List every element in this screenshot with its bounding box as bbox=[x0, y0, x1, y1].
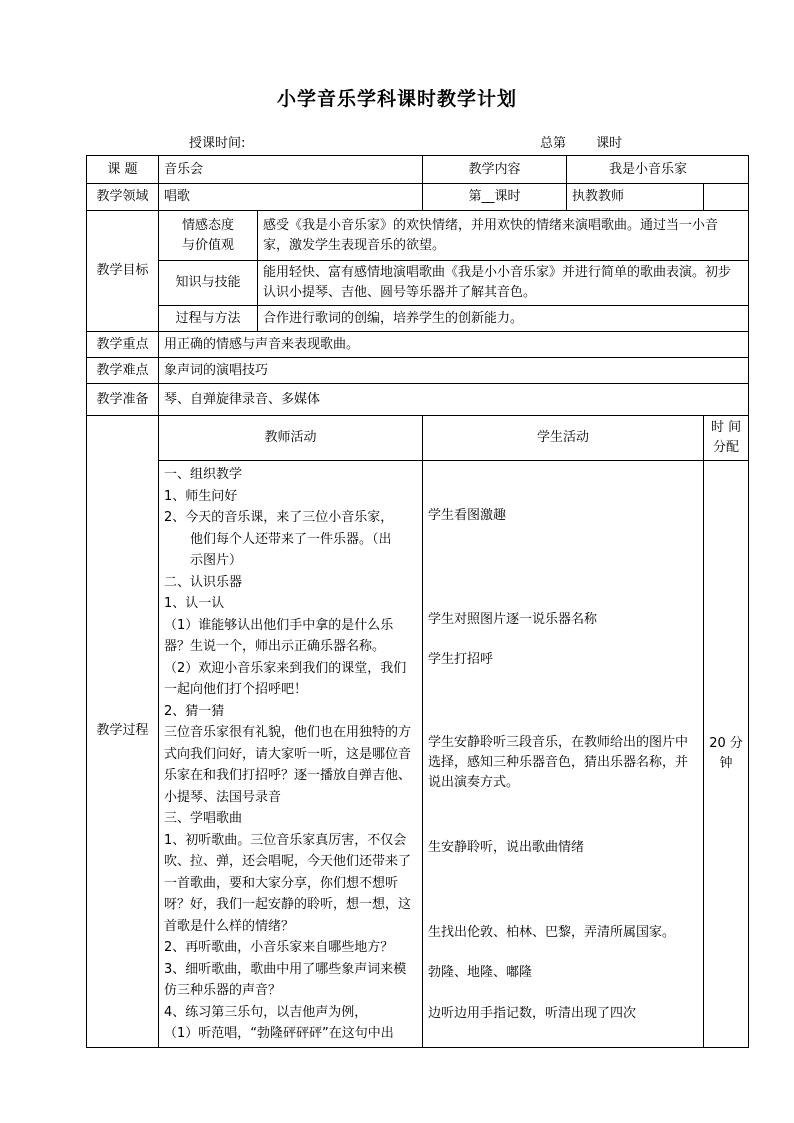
domain-row bbox=[87, 184, 749, 211]
student-activity-header: 学生活动 bbox=[423, 416, 704, 461]
goal-3-label: 过程与方法 bbox=[159, 306, 258, 332]
student-activity-item: 学生对照图片逐一说乐器名称 bbox=[428, 612, 598, 627]
teacher-activity-content: 一、组织教学 1、师生问好 2、今天的音乐课，来了三位小音乐家， 他们每个人还带来了一件乐器。（出 示图片） 二、认识乐器 1、认一认 （1）谁能够认出他们手中拿的是什么乐器？生说一个，师出示正确乐器名称。 （2）欢迎小音乐家来到我们的课堂，我们一起向他们打个招呼吧！ 2、猜一猜 三位音乐家很有礼貌，他们也在用独特的方式向我们问好，请大家听一听，这是哪位音乐家在和我们打招呼？逐一播放自弹吉他、小提琴、法国号录音 三、学唱歌曲 1、初听歌曲。三位音乐家真厉害，不仅会吹、拉、弹，还会唱呢，今天他们还带来了一首歌曲，要和大家分享，你们想不想听呀？好，我们一起安静的聆听，想一想，这首歌是什么样的情绪？ 2、再听歌曲，小音乐家来自哪些地方？ 3、细听歌曲，歌曲中用了哪些象声词来模仿三种乐器的声音？ 4、练习第三乐句，以吉他声为例， （1）听范唱，“勃隆砰砰砰”在这句中出 bbox=[159, 461, 423, 1048]
topic-value: 音乐会 bbox=[159, 156, 423, 184]
time-allocation-value: 20 分 钟 bbox=[704, 461, 749, 1048]
content-value: 我是小音乐家 bbox=[567, 156, 749, 184]
student-activity-list bbox=[428, 464, 698, 1020]
total-lesson-label: 总第 课时 bbox=[540, 136, 623, 151]
goal-row-2 bbox=[87, 261, 749, 306]
preparation-label: 教学准备 bbox=[87, 384, 159, 416]
goal-2-text: 能用轻快、富有感情地演唱歌曲《我是小小音乐家》并进行简单的歌曲表演。初步认识小提琴、吉他、圆号等乐器并了解其音色。 bbox=[258, 261, 749, 306]
goal-row-1 bbox=[87, 211, 749, 261]
difficulty-value: 象声词的演唱技巧 bbox=[159, 358, 749, 384]
key-point-row bbox=[87, 332, 749, 358]
page-title: 小学音乐学科课时教学计划 bbox=[276, 88, 517, 110]
preparation-row bbox=[87, 384, 749, 416]
preparation-value: 琴、自弹旋律录音、多媒体 bbox=[159, 384, 749, 416]
process-header-row bbox=[87, 416, 749, 461]
key-point-value: 用正确的情感与声音来表现歌曲。 bbox=[159, 332, 749, 358]
student-activity-item: 勃隆、地隆、嘟隆 bbox=[428, 965, 533, 980]
goal-3-text: 合作进行歌词的创编，培养学生的创新能力。 bbox=[258, 306, 749, 332]
lesson-date-label: 授课时间: bbox=[189, 136, 246, 151]
student-activity-item: 学生打招呼 bbox=[428, 652, 494, 667]
domain-label: 教学领域 bbox=[87, 184, 159, 211]
goal-1-text: 感受《我是小音乐家》的欢快情绪，并用欢快的情绪来演唱歌曲。通过当一小音家，激发学生表现音乐的欲望。 bbox=[258, 211, 749, 261]
goal-2-label: 知识与技能 bbox=[159, 261, 258, 306]
teacher-activity-header: 教师活动 bbox=[159, 416, 423, 461]
difficulty-row bbox=[87, 358, 749, 384]
goal-1-label: 情感态度 与价值观 bbox=[159, 211, 258, 261]
student-activity-item: 学生看图激趣 bbox=[428, 508, 507, 523]
goal-label: 教学目标 bbox=[87, 211, 159, 332]
process-label: 教学过程 bbox=[87, 416, 159, 1048]
domain-value: 唱歌 bbox=[159, 184, 423, 211]
lesson-number-label: 第__课时 bbox=[423, 184, 567, 211]
content-label: 教学内容 bbox=[423, 156, 567, 184]
student-activity-content bbox=[423, 461, 704, 1048]
key-point-label: 教学重点 bbox=[87, 332, 159, 358]
lesson-plan-table bbox=[86, 155, 749, 1048]
goal-row-3 bbox=[87, 306, 749, 332]
difficulty-label: 教学难点 bbox=[87, 358, 159, 384]
process-body-row bbox=[87, 461, 749, 1048]
time-allocation-header: 时 间 分配 bbox=[704, 416, 749, 461]
teacher-name-label: 执教教师 bbox=[567, 184, 704, 211]
student-activity-item: 生安静聆听，说出歌曲情绪 bbox=[428, 840, 585, 855]
student-activity-item: 边听边用手指记数，听清出现了四次 bbox=[428, 1006, 637, 1021]
topic-label: 课 题 bbox=[87, 156, 159, 184]
topic-row bbox=[87, 156, 749, 184]
teacher-name-value bbox=[704, 184, 749, 211]
student-activity-item: 学生安静聆听三段音乐，在教师给出的图片中选择，感知三种乐器音色，猜出乐器名称，并说出演奏方式。 bbox=[428, 735, 689, 790]
student-activity-item: 生找出伦敦、柏林、巴黎，弄清所属国家。 bbox=[428, 925, 676, 940]
